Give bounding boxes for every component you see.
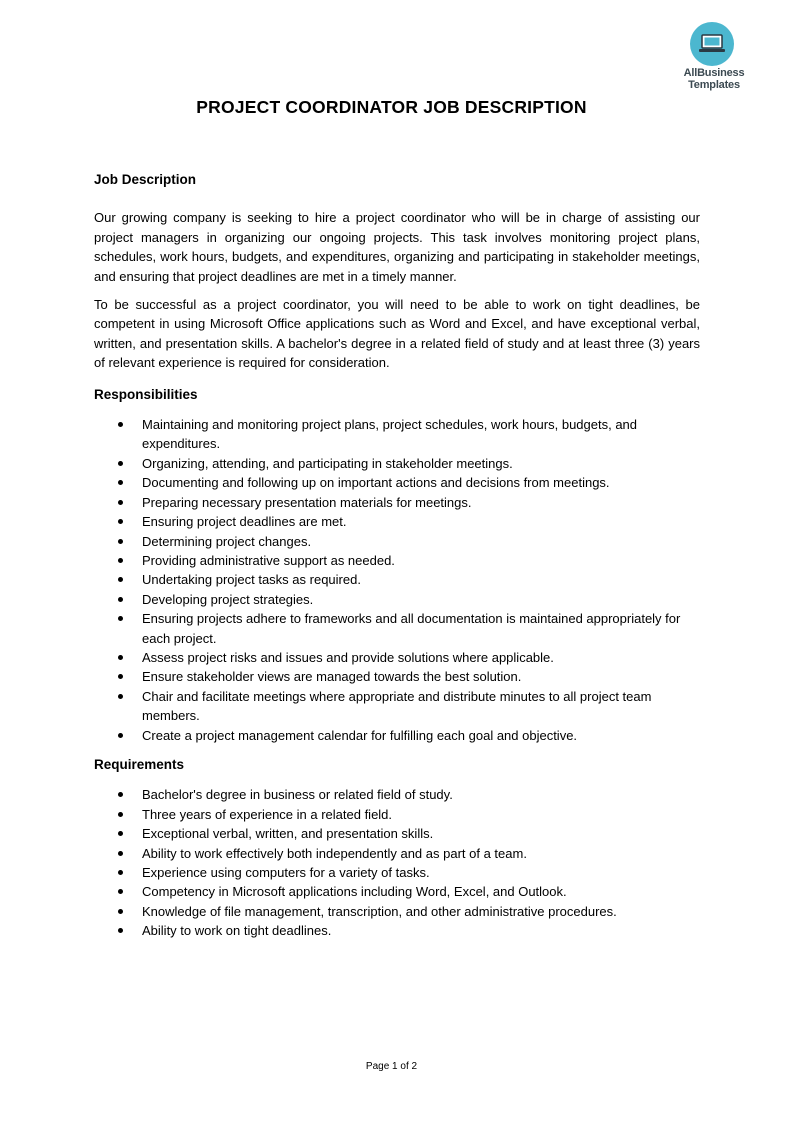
laptop-icon: [690, 22, 734, 66]
list-item: Ensuring projects adhere to frameworks and all documentation is maintained appropriately for each project.: [94, 609, 690, 648]
list-item: Bachelor's degree in business or related field of study.: [94, 785, 690, 804]
list-item: Maintaining and monitoring project plans, project schedules, work hours, budgets, and expenditures.: [94, 415, 690, 454]
list-item: Exceptional verbal, written, and presentation skills.: [94, 824, 690, 843]
list-item: Chair and facilitate meetings where appropriate and distribute minutes to all project team members.: [94, 687, 690, 726]
logo-text-line2: Templates: [688, 79, 740, 91]
requirements-heading: Requirements: [94, 756, 185, 772]
page-number-footer: Page 1 of 2: [365, 1061, 418, 1072]
list-item: Experience using computers for a variety of tasks.: [94, 863, 690, 882]
responsibilities-list: [94, 415, 700, 745]
job-description-paragraph-1: Our growing company is seeking to hire a project coordinator who will be in charge of assisting our project managers in organizing our ongoing projects. This task involves monitoring project plans, schedules, work hours, budgets, and expenditures, organizing and participating in stakeholder meetings, and ensuring that project deadlines are met in a timely manner.: [94, 210, 700, 284]
logo-text-line1: AllBusiness: [683, 67, 745, 79]
list-item: Preparing necessary presentation materials for meetings.: [94, 493, 690, 512]
list-item: Providing administrative support as needed.: [94, 551, 690, 570]
list-item: Ensuring project deadlines are met.: [94, 512, 690, 531]
job-description-heading: Job Description: [94, 172, 197, 187]
list-item: Ability to work effectively both independently and as part of a team.: [94, 844, 690, 863]
list-item: Documenting and following up on important actions and decisions from meetings.: [94, 473, 690, 492]
list-item: Organizing, attending, and participating in stakeholder meetings.: [94, 454, 690, 473]
job-description-paragraph-2: To be successful as a project coordinator, you will need to be able to work on tight deadlines, be competent in using Microsoft Office applications such as Word and Excel, and have exceptional verbal, written, and presentation skills. A bachelor's degree in a related field of study and at least three (3) years of relevant experience is required for consideration.: [94, 297, 700, 371]
list-item: Assess project risks and issues and provide solutions where applicable.: [94, 648, 690, 667]
list-item: Ensure stakeholder views are managed towards the best solution.: [94, 667, 690, 686]
list-item: Determining project changes.: [94, 532, 690, 551]
list-item: Three years of experience in a related field.: [94, 805, 690, 824]
list-item: Undertaking project tasks as required.: [94, 570, 690, 589]
requirements-list: [94, 785, 700, 940]
list-item: Developing project strategies.: [94, 590, 690, 609]
list-item: Competency in Microsoft applications including Word, Excel, and Outlook.: [94, 882, 690, 901]
logo-text: [676, 67, 752, 91]
allbusiness-templates-logo: [676, 22, 752, 94]
document-title: PROJECT COORDINATOR JOB DESCRIPTION: [196, 97, 587, 117]
list-item: Ability to work on tight deadlines.: [94, 921, 690, 940]
responsibilities-heading: Responsibilities: [94, 386, 198, 402]
list-item: Knowledge of file management, transcription, and other administrative procedures.: [94, 902, 690, 921]
document-body: [94, 170, 700, 941]
list-item: Create a project management calendar for fulfilling each goal and objective.: [94, 726, 690, 745]
